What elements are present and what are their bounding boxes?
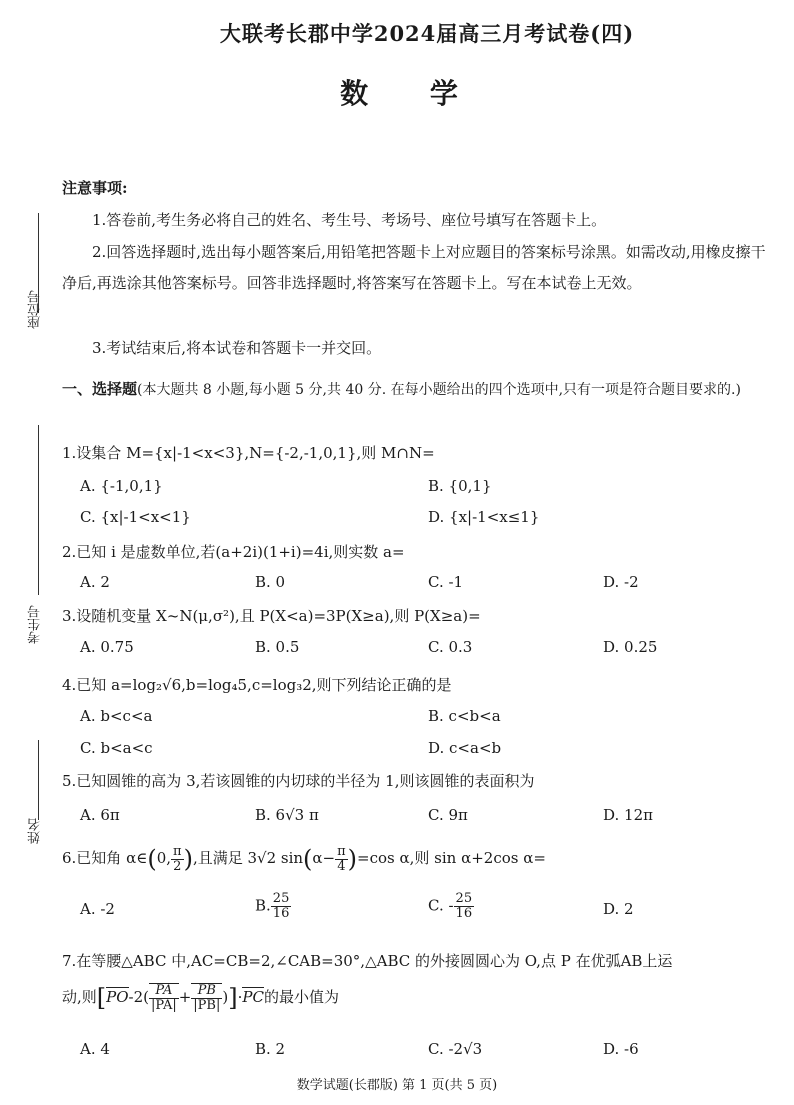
section-header <box>62 374 777 405</box>
q4-option-c: C. b<a<c <box>80 739 153 757</box>
q3-option-b: B. 0.5 <box>255 638 300 656</box>
q1-option-c: C. {x|-1<x<1} <box>80 508 191 526</box>
q3-option-c: C. 0.3 <box>428 638 473 656</box>
q1-option-b: B. {0,1} <box>428 477 492 495</box>
notice-item-3: 3.考试结束后,将本试卷和答题卡一并交回。 <box>92 339 382 357</box>
q6-option-d: D. 2 <box>603 900 634 918</box>
q1-option-d: D. {x|-1<x≤1} <box>428 508 540 526</box>
q4-option-b: B. c<b<a <box>428 707 501 725</box>
notice-title: 注意事项: <box>62 179 128 197</box>
question-7-line2: 动,则[PO-2( $\frac{PA}{|PA|}$ + $\frac{PB}{|PB|}$ )]·PC的最小值为 <box>62 983 339 1013</box>
q3-option-d: D. 0.25 <box>603 638 658 656</box>
question-2: 2.已知 i 是虚数单位,若(a+2i)(1+i)=4i,则实数 a= <box>62 543 405 561</box>
q2-option-b: B. 0 <box>255 573 286 591</box>
q7-option-b: B. 2 <box>255 1040 286 1058</box>
q5-option-c: C. 9π <box>428 806 468 824</box>
q2-option-d: D. -2 <box>603 573 639 591</box>
question-1: 1.设集合 M={x|-1<x<3},N={-2,-1,0,1},则 M∩N= <box>62 444 435 462</box>
question-6: 6.已知角 α∈(0, $\frac{\pi}{2}$ ),且满足 3√2 sin(α− $\frac{\pi}{4}$ )=cos α,则 sin α+2cos α= <box>62 843 546 874</box>
q4-option-a: A. b<c<a <box>80 707 153 725</box>
notice-item-1: 1.答卷前,考生务必将自己的姓名、考生号、考场号、座位号填写在答题卡上。 <box>92 211 607 229</box>
q7-option-c: C. -2√3 <box>428 1040 483 1058</box>
page-footer: 数学试题(长郡版) 第 1 页(共 5 页) <box>296 1078 498 1093</box>
q5-option-b: B. 6√3 π <box>255 806 319 824</box>
q4-option-d: D. c<a<b <box>428 739 502 757</box>
section-desc: (本大题共 8 小题,每小题 5 分,共 40 分. 在每小题给出的四个选项中,只有一项是符合题目要求的.) <box>137 382 741 398</box>
q1-option-a: A. {-1,0,1} <box>80 477 163 495</box>
section-title: 一、选择题 <box>62 380 138 398</box>
question-7: 7.在等腰△ABC 中,AC=CB=2,∠CAB=30°,△ABC 的外接圆圆心为 O,点 P 在优弧AB上运 <box>62 952 673 970</box>
q6-option-a: A. -2 <box>80 900 115 918</box>
seat-label: 座位号 <box>28 290 43 329</box>
name-label: 姓名 <box>28 818 43 844</box>
pi-over-4: $\frac{\pi}{4}$ <box>337 843 346 874</box>
q7-option-d: D. -6 <box>603 1040 639 1058</box>
question-3: 3.设随机变量 X~N(μ,σ²),且 P(X<a)=3P(X≥a),则 P(X≥a)= <box>62 607 481 625</box>
q3-option-a: A. 0.75 <box>80 638 134 656</box>
exam-no-line <box>38 425 39 595</box>
exam-no-label: 考生号 <box>28 605 43 644</box>
q5-option-a: A. 6π <box>80 806 120 824</box>
notice-item-2: 2.回答选择题时,选出每小题答案后,用铅笔把答题卡上对应题目的答案标号涂黑。如需改动,用橡皮擦干净后,再选涂其他答案标号。回答非选择题时,将答案写在答题卡上。写在本试卷上无效。 <box>62 243 766 292</box>
q2-option-c: C. -1 <box>428 573 464 591</box>
subject-title: 数 学 <box>340 77 484 110</box>
q5-option-d: D. 12π <box>603 806 653 824</box>
q6-option-c: C. - $\frac{25}{16}$ <box>428 891 473 921</box>
question-5: 5.已知圆锥的高为 3,若该圆锥的内切球的半径为 1,则该圆锥的表面积为 <box>62 772 535 790</box>
exam-title: 大联考长郡中学2024届高三月考试卷(四) <box>219 21 635 46</box>
q6-option-b: B. $\frac{25}{16}$ <box>255 891 290 921</box>
question-4: 4.已知 a=log₂√6,b=log₄5,c=log₃2,则下列结论正确的是 <box>62 676 452 694</box>
q2-option-a: A. 2 <box>80 573 110 591</box>
pi-over-2: $\frac{\pi}{2}$ <box>173 843 182 874</box>
name-line <box>38 740 39 820</box>
q7-option-a: A. 4 <box>80 1040 110 1058</box>
